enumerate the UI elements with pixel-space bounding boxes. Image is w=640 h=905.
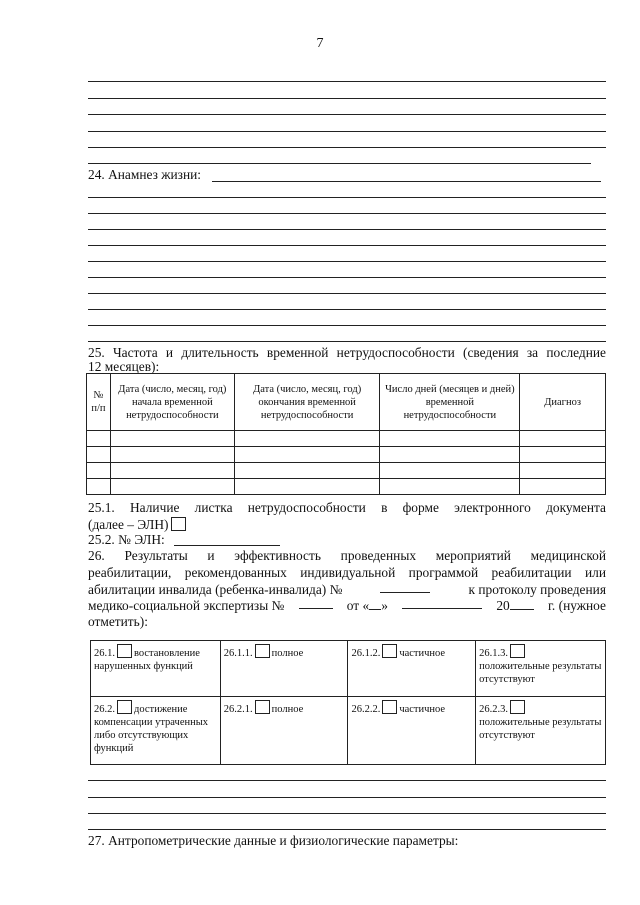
blank-line[interactable] — [88, 245, 606, 246]
column-header: Число дней (месяцев и дней) временной нетрудоспособности — [380, 374, 520, 431]
compensation-checkbox[interactable] — [117, 700, 132, 714]
blank-line[interactable] — [88, 81, 606, 82]
anamnesis-input-line[interactable] — [212, 181, 601, 182]
table-row[interactable] — [87, 447, 606, 463]
blank-line[interactable] — [88, 114, 606, 115]
eln-checkbox[interactable] — [171, 517, 186, 531]
blank-line[interactable] — [88, 229, 606, 230]
rehab-cell: 26.2. достижение компенсации утраченных либо отсутствующих функций — [91, 697, 221, 765]
quote-close: » — [381, 598, 388, 613]
restore-partial-checkbox[interactable] — [382, 644, 397, 658]
section-25-heading: 25. Частота и длительность временной нетрудоспособности (сведения за последние — [88, 345, 606, 360]
blank-line[interactable] — [88, 261, 606, 262]
date-from-label: от « — [346, 598, 370, 613]
rehab-cell: 26.1.2. частичное — [348, 641, 476, 697]
column-header: Дата (число, месяц, год) начала временной нетрудоспособности — [110, 374, 234, 431]
rehab-cell: 26.1.1. полное — [220, 641, 348, 697]
restore-full-checkbox[interactable] — [255, 644, 270, 658]
section-25-1-text: 25.1. Наличие листка нетрудоспособности в форме электронного документа — [88, 500, 606, 515]
section-26-line: 26. Результаты и эффективность проведенных мероприятий медицинской — [88, 548, 606, 563]
section-24-label: 24. Анамнез жизни: — [88, 167, 202, 182]
blank-line[interactable] — [88, 197, 606, 198]
blank-line[interactable] — [88, 277, 606, 278]
month-field[interactable] — [402, 597, 482, 609]
mse-number-field[interactable] — [299, 597, 333, 609]
table-row — [91, 641, 606, 697]
blank-line[interactable] — [88, 213, 606, 214]
day-field[interactable] — [369, 598, 381, 610]
column-header: Диагноз — [520, 374, 606, 431]
year-prefix: 20 — [496, 598, 510, 613]
section-26-line — [88, 597, 606, 614]
table-row — [91, 697, 606, 765]
disability-table — [86, 373, 606, 495]
blank-line[interactable] — [88, 780, 606, 781]
column-header: Дата (число, месяц, год) окончания временной нетрудоспособности — [234, 374, 380, 431]
blank-line[interactable] — [88, 163, 591, 164]
eln-label: (далее – ЭЛН) — [88, 517, 169, 532]
page-number: 7 — [316, 36, 324, 51]
table-row[interactable] — [87, 479, 606, 495]
blank-line[interactable] — [88, 131, 606, 132]
section-27-label: 27. Антропометрические данные и физиологические параметры: — [88, 833, 459, 848]
restore-checkbox[interactable] — [117, 644, 132, 658]
section-26-line: реабилитации, рекомендованных индивидуальной программой реабилитации или — [88, 565, 606, 580]
section-26-line — [88, 581, 606, 598]
compensation-full-checkbox[interactable] — [255, 700, 270, 714]
blank-line[interactable] — [88, 341, 606, 342]
mse-label: медико-социальной экспертизы № — [88, 598, 285, 613]
rehab-cell: 26.2.1. полное — [220, 697, 348, 765]
blank-line[interactable] — [88, 293, 606, 294]
rehab-results-table — [90, 640, 606, 765]
table-header-row — [87, 374, 606, 431]
column-header: № п/п — [87, 374, 111, 431]
rehab-cell: 26.2.2. частичное — [348, 697, 476, 765]
year-suffix: г. (нужное — [547, 598, 606, 613]
section-25-2-label: 25.2. № ЭЛН: — [88, 532, 165, 547]
section-26-line: отметить): — [88, 614, 148, 629]
blank-line[interactable] — [88, 309, 606, 310]
protocol-label: к протоколу проведения — [468, 582, 606, 597]
ipra-label: абилитации инвалида (ребенка-инвалида) № — [88, 582, 343, 597]
eln-number-line[interactable] — [174, 545, 280, 546]
blank-line[interactable] — [88, 797, 606, 798]
ipra-number-field[interactable] — [380, 581, 430, 593]
rehab-cell: 26.1. востановление нарушенных функций — [91, 641, 221, 697]
blank-line[interactable] — [88, 829, 606, 830]
blank-line[interactable] — [88, 147, 606, 148]
blank-line[interactable] — [88, 98, 606, 99]
rehab-cell: 26.2.3. положительные результаты отсутствуют — [476, 697, 606, 765]
rehab-cell: 26.1.3. положительные результаты отсутствуют — [476, 641, 606, 697]
year-field[interactable] — [510, 598, 534, 610]
compensation-partial-checkbox[interactable] — [382, 700, 397, 714]
table-row[interactable] — [87, 463, 606, 479]
restore-none-checkbox[interactable] — [510, 644, 525, 658]
table-row[interactable] — [87, 431, 606, 447]
compensation-none-checkbox[interactable] — [510, 700, 525, 714]
section-25-heading-cont: 12 месяцев): — [88, 359, 160, 374]
blank-line[interactable] — [88, 813, 606, 814]
blank-line[interactable] — [88, 325, 606, 326]
